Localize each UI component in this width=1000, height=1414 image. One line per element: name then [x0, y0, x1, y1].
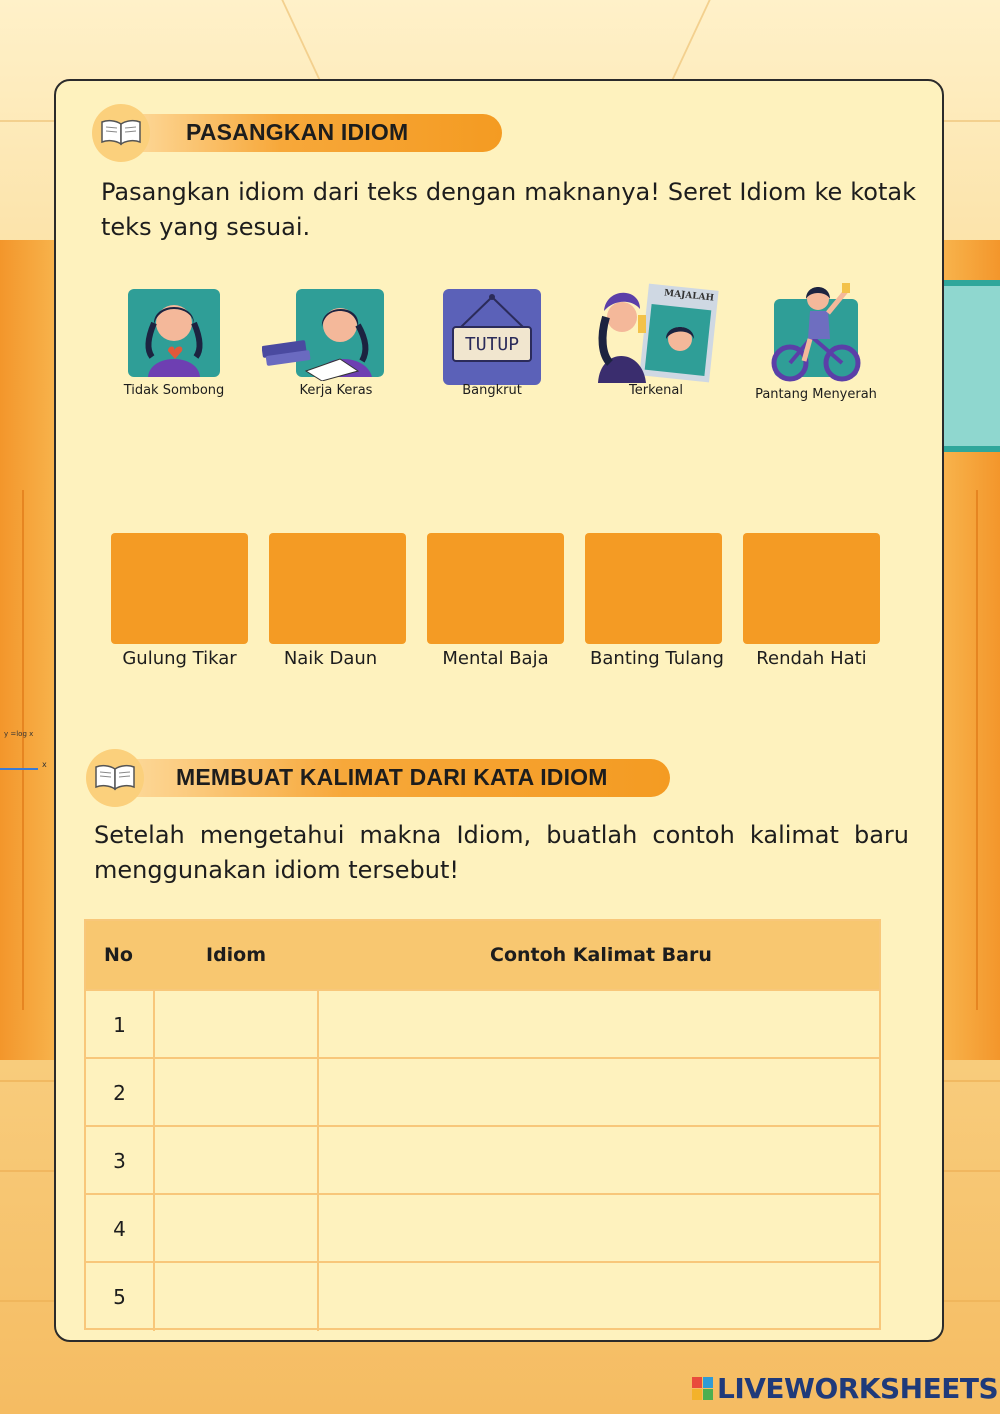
- idiom-cell: [153, 1059, 319, 1127]
- idiom-input[interactable]: [153, 1059, 317, 1127]
- magazine-cover-icon: [592, 277, 720, 383]
- left-lockers: [0, 240, 60, 1140]
- idiom-label[interactable]: Gulung Tikar: [122, 648, 237, 669]
- sentence-cell: [319, 1195, 879, 1263]
- section-header-pasangkan: [92, 112, 504, 154]
- picture-card-kerja-keras: [266, 287, 406, 398]
- picture-card-bangkrut: [422, 287, 562, 398]
- column-header-sentence: Contoh Kalimat Baru: [490, 944, 712, 966]
- sentence-input[interactable]: [319, 1059, 879, 1127]
- idiom-label[interactable]: Banting Tulang: [590, 648, 724, 669]
- sentence-cell: [319, 1127, 879, 1195]
- idiom-label[interactable]: Mental Baja: [442, 648, 549, 669]
- worksheet-card: [54, 79, 944, 1342]
- graph-label: y =log x: [4, 730, 34, 738]
- drop-target[interactable]: [269, 533, 406, 644]
- brand-name: LIVEWORKSHEETS: [717, 1372, 999, 1405]
- column-header-no: No: [104, 944, 133, 966]
- liveworksheets-logo[interactable]: [692, 1372, 998, 1405]
- table-header: [86, 921, 879, 991]
- column-header-idiom: Idiom: [206, 944, 267, 966]
- drop-target[interactable]: [585, 533, 722, 644]
- magazine-title: MAJALAH: [663, 288, 715, 304]
- section-title: PASANGKAN IDIOM: [186, 119, 409, 145]
- idiom-cell: [153, 1263, 319, 1331]
- picture-card-tidak-sombong: [104, 287, 244, 398]
- row-number: 3: [86, 1127, 155, 1195]
- drop-target[interactable]: [427, 533, 564, 644]
- table-row: [86, 1125, 879, 1195]
- sentence-input[interactable]: [319, 1195, 879, 1263]
- closed-sign-icon: [443, 287, 541, 385]
- sentence-table: [84, 919, 881, 1330]
- section-title: MEMBUAT KALIMAT DARI KATA IDIOM: [176, 764, 608, 790]
- book-icon: [86, 749, 144, 807]
- row-number: 5: [86, 1263, 155, 1331]
- locker-edge: [976, 490, 978, 1010]
- idiom-label[interactable]: Rendah Hati: [756, 648, 867, 669]
- picture-caption: Bangkrut: [462, 383, 522, 398]
- table-row: [86, 1057, 879, 1127]
- idiom-input[interactable]: [153, 991, 317, 1059]
- instruction-text: Setelah mengetahui makna Idiom, buatlah contoh kalimat baru menggunakan idiom tersebut!: [94, 821, 909, 884]
- table-row: [86, 1193, 879, 1263]
- sentence-cell: [319, 1263, 879, 1331]
- locker-edge: [22, 490, 24, 1010]
- graph-arrow: [0, 768, 38, 770]
- section-header-membuat-kalimat: [86, 757, 676, 799]
- picture-caption: Terkenal: [629, 383, 683, 398]
- picture-caption: Tidak Sombong: [123, 383, 225, 398]
- instruction-text: Pasangkan idiom dari teks dengan maknanya! Seret Idiom ke kotak teks yang sesuai.: [101, 178, 916, 241]
- sign-text: TUTUP: [464, 334, 520, 355]
- girl-on-bicycle-icon: [768, 277, 864, 387]
- girl-holding-heart-icon: [128, 287, 220, 379]
- row-number: 4: [86, 1195, 155, 1263]
- graph-axis-label: x: [42, 760, 47, 769]
- table-row: [86, 1261, 879, 1331]
- picture-caption: Kerja Keras: [299, 383, 373, 398]
- drop-target[interactable]: [111, 533, 248, 644]
- right-board: [942, 280, 1000, 452]
- idiom-input[interactable]: [153, 1263, 317, 1331]
- sentence-input[interactable]: [319, 1263, 879, 1331]
- row-number: 1: [86, 991, 155, 1059]
- picture-card-terkenal: [586, 277, 726, 398]
- sentence-input[interactable]: [319, 991, 879, 1059]
- drop-target[interactable]: [743, 533, 880, 644]
- idiom-input[interactable]: [153, 1195, 317, 1263]
- picture-caption: Pantang Menyerah: [755, 387, 877, 402]
- book-icon: [92, 104, 150, 162]
- sentence-cell: [319, 1059, 879, 1127]
- idiom-cell: [153, 1195, 319, 1263]
- table-row: [86, 989, 879, 1059]
- idiom-cell: [153, 1127, 319, 1195]
- liveworksheets-logo-icon: [692, 1377, 714, 1401]
- sentence-cell: [319, 991, 879, 1059]
- sentence-input[interactable]: [319, 1127, 879, 1195]
- girl-studying-icon: [262, 287, 386, 381]
- picture-card-pantang-menyerah: [746, 277, 886, 402]
- idiom-input[interactable]: [153, 1127, 317, 1195]
- idiom-cell: [153, 991, 319, 1059]
- row-number: 2: [86, 1059, 155, 1127]
- idiom-label[interactable]: Naik Daun: [283, 648, 378, 669]
